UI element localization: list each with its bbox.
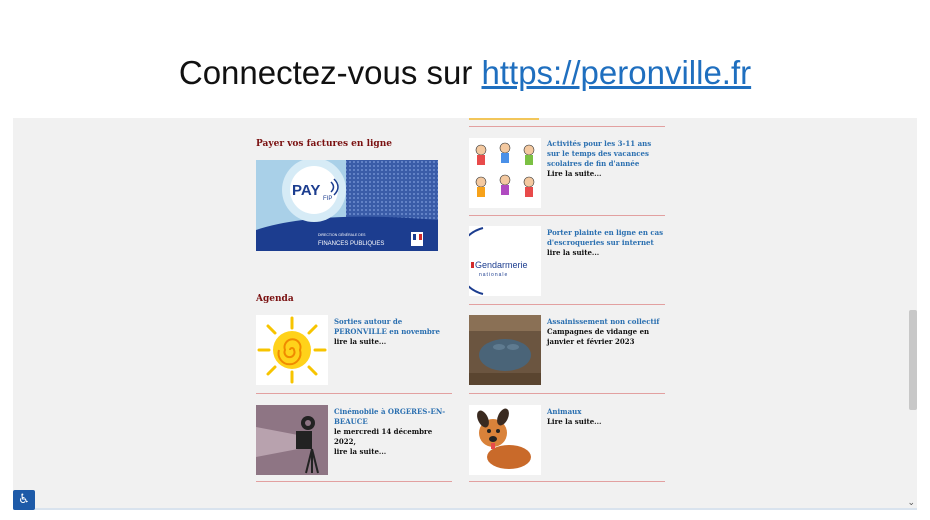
agenda-item-title[interactable]: Cinémobile à ORGERES-EN-BEAUCE	[334, 407, 446, 426]
agenda-item-text	[334, 407, 452, 457]
projector-image	[256, 405, 328, 475]
news-item[interactable]	[469, 226, 665, 306]
slide-title-text: Connectez-vous sur	[178, 54, 482, 91]
kids-image	[469, 138, 541, 208]
divider	[469, 393, 665, 394]
payfip-sub-text: FIP	[323, 196, 333, 202]
news-item-text	[547, 228, 665, 258]
nationale-text: nationale	[479, 272, 509, 278]
read-more-link[interactable]: lire la suite...	[334, 337, 387, 346]
gendarmerie-text: Gendarmerie	[475, 260, 528, 270]
news-item-text	[547, 139, 665, 179]
read-more-link[interactable]: Lire la suite...	[547, 417, 602, 426]
agenda-item-text	[334, 317, 452, 347]
accessibility-button[interactable]	[13, 490, 35, 510]
news-item-title[interactable]: Activités pour les 3-11 ans sur le temps des vacances scolaires de fin d'année	[547, 139, 652, 168]
divider	[469, 126, 665, 127]
agenda-item[interactable]	[256, 315, 452, 395]
dgfip-name: FINANCES PUBLIQUES	[318, 241, 385, 247]
agenda-item-title[interactable]: Sorties autour de PERONVILLE en novembre	[334, 317, 440, 336]
read-more-link[interactable]: lire la suite...	[334, 447, 387, 456]
septic-tank-image	[469, 315, 541, 385]
divider	[256, 393, 452, 394]
news-item-text	[547, 317, 665, 347]
news-item[interactable]	[469, 315, 665, 395]
agenda-item-body: le mercredi 14 décembre 2022,	[334, 427, 433, 446]
accessibility-icon: ♿	[18, 492, 30, 507]
gendarmerie-logo	[469, 226, 541, 296]
payfip-logo-text: PAY	[292, 182, 321, 199]
sun-image	[256, 315, 328, 385]
payfip-banner[interactable]	[256, 160, 438, 251]
slide-title	[0, 54, 930, 92]
news-item-title[interactable]: Assainissement non collectif	[547, 317, 660, 326]
dog-image	[469, 405, 541, 475]
scrollbar-thumb[interactable]	[909, 310, 917, 410]
divider	[469, 304, 665, 305]
news-item-title[interactable]: Animaux	[547, 407, 582, 416]
agenda-title: Agenda	[256, 294, 294, 304]
top-accent-line	[469, 118, 539, 120]
news-item[interactable]	[469, 405, 665, 485]
website-link[interactable]: https://peronville.fr	[481, 54, 752, 91]
pay-section-title: Payer vos factures en ligne	[256, 139, 392, 149]
divider	[469, 481, 665, 482]
read-more-link[interactable]: lire la suite...	[547, 248, 600, 257]
bottom-strip	[13, 508, 917, 510]
browser-screenshot	[13, 118, 917, 510]
dgfip-label: DIRECTION GÉNÉRALE DES	[318, 233, 366, 237]
news-item-text	[547, 407, 665, 427]
news-item[interactable]	[469, 126, 665, 216]
read-more-link[interactable]: Lire la suite...	[547, 169, 602, 178]
divider	[469, 215, 665, 216]
chevron-down-icon[interactable]: ⌄	[907, 498, 915, 508]
page-content	[256, 118, 676, 510]
news-item-body: Campagnes de vidange en janvier et février 2023	[547, 327, 650, 346]
agenda-item[interactable]	[256, 405, 452, 485]
news-item-title[interactable]: Porter plainte en ligne en cas d'escroqueries sur internet	[547, 228, 664, 247]
divider	[256, 481, 452, 482]
